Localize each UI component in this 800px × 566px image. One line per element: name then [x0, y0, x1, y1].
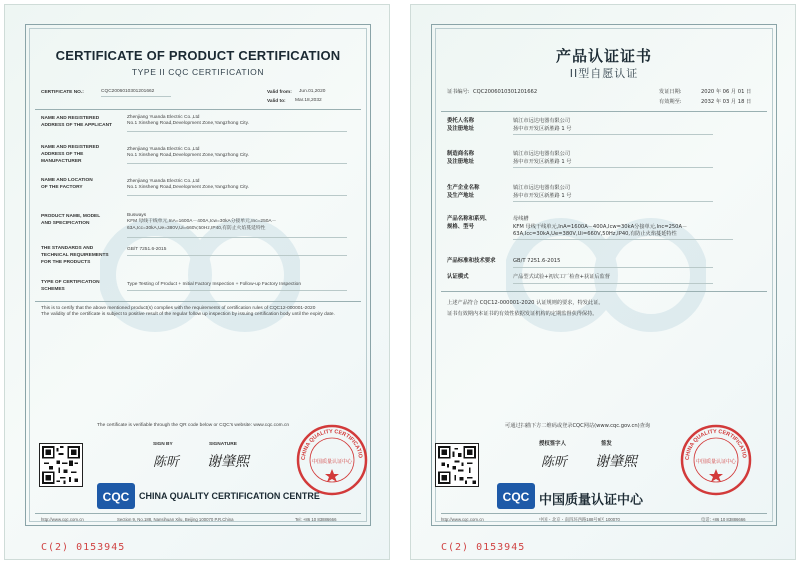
footer-url[interactable]: http://www.cqc.com.cn [41, 517, 84, 522]
qr-code[interactable] [39, 443, 83, 487]
verify-note: 可通过扫描下方二维码或登录CQC网站(www.cqc.gov.cn)查询 [505, 423, 651, 429]
manufacturer-label: 制造商名称 及注册地址 [447, 151, 474, 165]
applicant-value: Zhenjiang Yuanda Electric Co.,Ltd No.1 Xinsheng Road,Development Zone,Yangzhong City. [127, 115, 249, 127]
product-value: Busways KFM 母线干线单元,InA=1600A－400A,Icw=30kA分接单元,Inc=250A－ 63A,Icc=30kA,Ue=380V,Ui=660V,50Hz,IP40,有防止火焰蔓延特性 [127, 213, 277, 231]
header-divider [441, 111, 767, 112]
standards-value: GB/T 7251.6-2015 [513, 258, 561, 264]
valid-to-label: Valid to: [267, 99, 286, 104]
standards-value: GB/T 7251.6-2015 [127, 247, 167, 252]
scheme-label: 认证模式 [447, 274, 469, 280]
scheme-value: Type Testing of Product + Initial Factory Inspection + Follow-up Factory Inspection [127, 282, 302, 287]
verify-note: The certificate is verifiable through the QR code below or CQC's website: www.cqc.com.cn [97, 423, 290, 428]
certificate-english [4, 4, 390, 560]
seal-star-icon [709, 469, 723, 482]
row-underline [513, 167, 713, 168]
footer-tel: Tel: +86 10 83886666 [295, 517, 337, 522]
body-divider [441, 291, 767, 292]
valid-to-value: Mar.18,2032 [295, 98, 322, 103]
row-underline [513, 134, 713, 135]
factory-value: Zhenjiang Yuanda Electric Co.,Ltd No.1 Xinsheng Road,Development Zone,Yangzhong City. [127, 179, 249, 191]
valid-from-label: Valid from: [267, 90, 292, 95]
factory-label: 生产企业名称 及生产地址 [447, 185, 480, 199]
svg-text:CHINA QUALITY CERTIFICATION CE [679, 423, 747, 460]
row-underline [513, 283, 713, 284]
applicant-value: 镇江市远达电器有限公司 扬中市开发区新胜路 1 号 [513, 118, 572, 132]
seal-outer-text: CHINA QUALITY CERTIFICATIO [300, 428, 363, 461]
org-name: CHINA QUALITY CERTIFICATION CENTRE [139, 491, 320, 501]
scheme-label: TYPE OF CERTIFICATION SCHEMES [41, 280, 100, 293]
row-underline [513, 267, 713, 268]
serial-number: C(2) 0153945 [41, 542, 126, 553]
valid-from-value: Jun.01,2020 [299, 89, 326, 94]
certification-statement: This is to certify that the above mentioned product(s) complies with the requirements of certification rules of CQC12-000001-2020 The validity of the certificate is subject to positive result of the regular follow up inspection by issuing certification body until the expiry date. [41, 306, 335, 318]
valid-to-label: 有效期至: [659, 99, 682, 105]
footer-tel: 电话: +86 10 83886666 [701, 517, 746, 522]
official-seal [679, 423, 753, 497]
qr-code-icon [438, 446, 476, 484]
signer-signature: 陈昕 [153, 455, 180, 470]
certificate-subtitle: II型自愿认证 [569, 67, 639, 80]
official-seal [295, 423, 369, 497]
seal-inner-text: 中国质量认证中心 [311, 459, 353, 465]
signer-signature: 陈昕 [541, 455, 568, 470]
manufacturer-label: NAME AND REGISTERED ADDRESS OF THE MANUFACTURER [41, 145, 100, 165]
org-name: 中国质量认证中心 [539, 493, 644, 508]
cqc-logo-icon [97, 483, 135, 509]
footer-divider [441, 513, 767, 514]
issuer-signature: 谢肇熙 [595, 454, 637, 470]
standards-label: THE STANDARDS AND TECHNICAL REQUIREMENTS FOR THE PRODUCTS [41, 246, 109, 266]
signature-label: 签发 [601, 441, 612, 447]
row-underline [127, 290, 347, 291]
sign-by-label: 授权签字人 [539, 441, 566, 447]
valid-from-label: 发证日期: [659, 89, 682, 95]
cert-no-label: CERTIFICATE NO.: [41, 90, 84, 95]
logo-text: CQC [502, 490, 530, 504]
product-label: 产品名称和系列、 规格、型号 [447, 216, 491, 230]
qr-code[interactable] [435, 443, 479, 487]
seal-star-icon [325, 469, 339, 482]
cert-no-label: 证书编号: [447, 89, 470, 95]
cert-no-value: CQC2006010301201662 [473, 89, 538, 95]
qr-code-icon [42, 446, 80, 484]
footer-address: Section 9, No.188, Nansihuan Xilu, Beijing 100070 P.R.China [117, 517, 234, 522]
cert-no-underline [101, 96, 171, 97]
footer-address: 中国・北京・南四环西路188号9区 100070 [539, 517, 620, 522]
applicant-label: NAME AND REGISTERED ADDRESS OF THE APPLICANT [41, 116, 112, 129]
row-underline [513, 239, 733, 240]
certificate-chinese [410, 4, 796, 560]
manufacturer-value: 镇江市远达电器有限公司 扬中市开发区新胜路 1 号 [513, 151, 572, 165]
certification-statement: 上述产品符合 CQC12-000001-2020 认证规则的要求，特发此证。 证书有效期内本证书的有效性依据发证机构的定期监督获得保持。 [447, 300, 604, 318]
manufacturer-value: Zhenjiang Yuanda Electric Co.,Ltd No.1 Xinsheng Road,Development Zone,Yangzhong City. [127, 147, 249, 159]
signature-label: SIGNATURE [209, 442, 237, 447]
logo-text: CQC [102, 490, 130, 504]
svg-text:CHINA QUALITY CERTIFICATION CE [295, 423, 363, 460]
seal-inner-text: 中国质量认证中心 [695, 459, 737, 465]
factory-value: 镇江市远达电器有限公司 扬中市开发区新胜路 1 号 [513, 185, 572, 199]
scheme-value: 产品型式试验+初次工厂检查+获证后监督 [513, 274, 610, 280]
factory-label: NAME AND LOCATION OF THE FACTORY [41, 178, 93, 191]
row-underline [127, 237, 347, 238]
valid-to-value: 2032 年 03 月 18 日 [701, 99, 752, 105]
issuer-signature: 谢肇熙 [207, 454, 249, 470]
certificate-title: CERTIFICATE OF PRODUCT CERTIFICATION [55, 48, 341, 63]
certificate-subtitle: TYPE II CQC CERTIFICATION [131, 67, 265, 77]
applicant-label: 委托人名称 及注册地址 [447, 118, 474, 132]
product-label: PRODUCT NAME, MODEL AND SPECIFICATION [41, 214, 101, 227]
cqc-logo-icon [497, 483, 535, 509]
row-underline [513, 201, 713, 202]
footer-divider [35, 513, 361, 514]
product-value: 母线槽 KFM 母线干线单元,InA=1600A－400A,Icw=30kA分接单元,Inc=250A－ 63A,Icc=30kA,Ue=380V,Ui=660V,50Hz,IP40,有防止火焰蔓延特性 [513, 216, 688, 238]
row-underline [127, 255, 347, 256]
valid-from-value: 2020 年 06 月 01 日 [701, 89, 752, 95]
standards-label: 产品标准和技术要求 [447, 258, 496, 264]
header-divider [35, 109, 361, 110]
seal-outer-text: CHINA QUALITY CERTIFICATIO [684, 428, 747, 461]
footer-url[interactable]: http://www.cqc.com.cn [441, 517, 484, 522]
row-underline [127, 131, 347, 132]
row-underline [127, 163, 347, 164]
cert-no-value: CQC2006010301201662 [101, 89, 155, 94]
body-divider [35, 301, 361, 302]
row-underline [127, 195, 347, 196]
serial-number: C(2) 0153945 [441, 542, 526, 553]
certificate-title: 产品认证证书 [555, 47, 652, 65]
sign-by-label: SIGN BY [153, 442, 173, 447]
